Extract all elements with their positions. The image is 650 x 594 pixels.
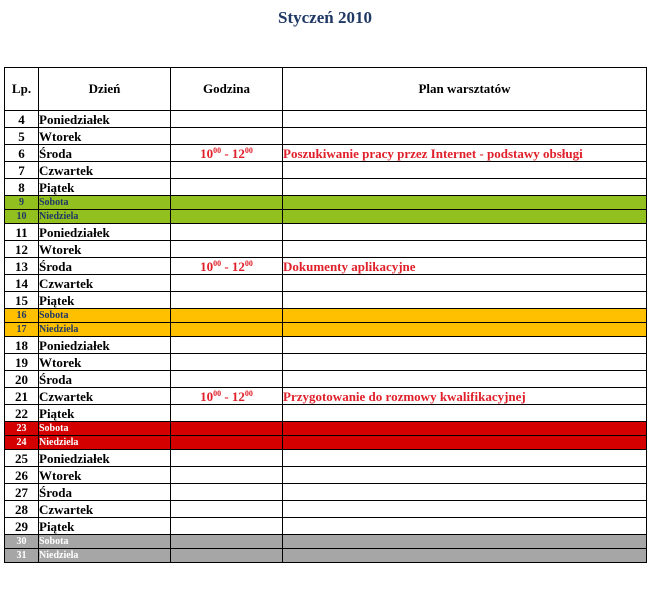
cell-plan	[283, 484, 647, 501]
cell-plan	[283, 405, 647, 422]
cell-time	[171, 450, 283, 467]
cell-lp: 19	[5, 354, 39, 371]
table-row	[5, 241, 647, 258]
cell-plan	[283, 323, 647, 337]
cell-lp: 14	[5, 275, 39, 292]
table-row	[5, 162, 647, 179]
cell-plan	[283, 450, 647, 467]
cell-plan	[283, 549, 647, 563]
page-title: Styczeń 2010	[278, 8, 372, 27]
cell-day: Środa	[39, 371, 171, 388]
table-row	[5, 128, 647, 145]
cell-day: Wtorek	[39, 467, 171, 484]
table-row	[5, 337, 647, 354]
cell-day: Wtorek	[39, 128, 171, 145]
cell-plan: Przygotowanie do rozmowy kwalifikacyjnej	[283, 388, 647, 405]
cell-time	[171, 275, 283, 292]
cell-day: Piątek	[39, 518, 171, 535]
cell-time	[171, 549, 283, 563]
cell-day: Poniedziałek	[39, 450, 171, 467]
cell-plan	[283, 436, 647, 450]
cell-plan	[283, 196, 647, 210]
header-time: Godzina	[171, 68, 283, 111]
header-lp: Lp.	[5, 68, 39, 111]
cell-day: Środa	[39, 484, 171, 501]
cell-plan	[283, 337, 647, 354]
cell-lp: 28	[5, 501, 39, 518]
cell-time: $10^{00} - 12^{00}$	[171, 145, 283, 162]
cell-plan	[283, 518, 647, 535]
table-row	[5, 405, 647, 422]
cell-lp: 23	[5, 422, 39, 436]
cell-day: Niedziela	[39, 436, 171, 450]
cell-day: Sobota	[39, 309, 171, 323]
cell-plan	[283, 354, 647, 371]
cell-plan	[283, 224, 647, 241]
cell-lp: 5	[5, 128, 39, 145]
cell-plan	[283, 501, 647, 518]
cell-time	[171, 484, 283, 501]
cell-time	[171, 518, 283, 535]
cell-plan	[283, 162, 647, 179]
cell-lp: 21	[5, 388, 39, 405]
cell-day: Poniedziałek	[39, 224, 171, 241]
cell-day: Piątek	[39, 179, 171, 196]
cell-time	[171, 111, 283, 128]
cell-time: $10^{00} - 12^{00}$	[171, 258, 283, 275]
cell-day: Środa	[39, 258, 171, 275]
cell-lp: 10	[5, 210, 39, 224]
time-start-hour: 10	[200, 258, 214, 274]
time-start-hour: 10	[200, 388, 214, 404]
time-end-minute: 00	[244, 258, 253, 268]
weekend-row	[5, 210, 647, 224]
cell-lp: 8	[5, 179, 39, 196]
weekend-row	[5, 422, 647, 436]
table-row	[5, 388, 647, 405]
header-day: Dzień	[39, 68, 171, 111]
cell-time	[171, 210, 283, 224]
cell-time	[171, 292, 283, 309]
table-row	[5, 145, 647, 162]
cell-time	[171, 371, 283, 388]
cell-time	[171, 436, 283, 450]
cell-day: Sobota	[39, 196, 171, 210]
cell-time	[171, 162, 283, 179]
schedule-rows	[5, 111, 647, 563]
cell-time	[171, 241, 283, 258]
table-row	[5, 371, 647, 388]
cell-lp: 31	[5, 549, 39, 563]
cell-lp: 13	[5, 258, 39, 275]
cell-plan	[283, 535, 647, 549]
cell-plan	[283, 128, 647, 145]
cell-day: Wtorek	[39, 241, 171, 258]
cell-time: $10^{00} - 12^{00}$	[171, 388, 283, 405]
cell-time	[171, 405, 283, 422]
cell-time	[171, 422, 283, 436]
weekend-row	[5, 196, 647, 210]
cell-plan	[283, 422, 647, 436]
cell-lp: 22	[5, 405, 39, 422]
cell-lp: 25	[5, 450, 39, 467]
table-row	[5, 258, 647, 275]
cell-day: Sobota	[39, 535, 171, 549]
cell-plan	[283, 275, 647, 292]
time-start-minute: 00	[213, 388, 222, 398]
cell-lp: 16	[5, 309, 39, 323]
cell-time	[171, 323, 283, 337]
weekend-row	[5, 309, 647, 323]
time-end-minute: 00	[244, 388, 253, 398]
table-row	[5, 518, 647, 535]
cell-lp: 9	[5, 196, 39, 210]
weekend-row	[5, 549, 647, 563]
cell-lp: 6	[5, 145, 39, 162]
cell-time	[171, 179, 283, 196]
cell-day: Piątek	[39, 292, 171, 309]
table-header-row	[5, 68, 647, 111]
cell-plan	[283, 241, 647, 258]
cell-day: Poniedziałek	[39, 111, 171, 128]
table-row	[5, 467, 647, 484]
cell-plan	[283, 292, 647, 309]
cell-time	[171, 535, 283, 549]
cell-plan	[283, 371, 647, 388]
time-start-minute: 00	[213, 145, 222, 155]
cell-time	[171, 467, 283, 484]
header-plan: Plan warsztatów	[283, 68, 647, 111]
cell-day: Czwartek	[39, 275, 171, 292]
cell-lp: 30	[5, 535, 39, 549]
cell-day: Wtorek	[39, 354, 171, 371]
cell-day: Czwartek	[39, 162, 171, 179]
cell-lp: 20	[5, 371, 39, 388]
cell-time	[171, 337, 283, 354]
cell-day: Piątek	[39, 405, 171, 422]
cell-plan	[283, 467, 647, 484]
cell-plan: Dokumenty aplikacyjne	[283, 258, 647, 275]
cell-lp: 7	[5, 162, 39, 179]
table-row	[5, 275, 647, 292]
cell-day: Poniedziałek	[39, 337, 171, 354]
cell-day: Środa	[39, 145, 171, 162]
cell-lp: 11	[5, 224, 39, 241]
table-row	[5, 292, 647, 309]
table-row	[5, 484, 647, 501]
cell-day: Niedziela	[39, 323, 171, 337]
cell-lp: 29	[5, 518, 39, 535]
time-end-hour: 12	[231, 145, 245, 161]
cell-lp: 26	[5, 467, 39, 484]
table-row	[5, 450, 647, 467]
cell-day: Czwartek	[39, 501, 171, 518]
cell-time	[171, 309, 283, 323]
cell-lp: 15	[5, 292, 39, 309]
cell-plan	[283, 210, 647, 224]
time-end-minute: 00	[244, 145, 253, 155]
cell-lp: 27	[5, 484, 39, 501]
cell-lp: 12	[5, 241, 39, 258]
table-row	[5, 111, 647, 128]
cell-day: Sobota	[39, 422, 171, 436]
cell-lp: 24	[5, 436, 39, 450]
cell-day: Czwartek	[39, 388, 171, 405]
cell-lp: 18	[5, 337, 39, 354]
cell-time	[171, 354, 283, 371]
cell-day: Niedziela	[39, 549, 171, 563]
cell-time	[171, 128, 283, 145]
cell-time	[171, 196, 283, 210]
cell-plan	[283, 309, 647, 323]
cell-time	[171, 501, 283, 518]
cell-day: Niedziela	[39, 210, 171, 224]
cell-plan	[283, 111, 647, 128]
time-end-hour: 12	[231, 388, 245, 404]
cell-time	[171, 224, 283, 241]
table-row	[5, 224, 647, 241]
cell-lp: 4	[5, 111, 39, 128]
time-start-minute: 00	[213, 258, 222, 268]
table-row	[5, 501, 647, 518]
weekend-row	[5, 436, 647, 450]
time-start-hour: 10	[200, 145, 214, 161]
cell-plan: Poszukiwanie pracy przez Internet - podstawy obsługi	[283, 145, 647, 162]
cell-plan	[283, 179, 647, 196]
weekend-row	[5, 323, 647, 337]
schedule-table	[4, 67, 647, 563]
weekend-row	[5, 535, 647, 549]
table-row	[5, 354, 647, 371]
table-row	[5, 179, 647, 196]
cell-lp: 17	[5, 323, 39, 337]
time-end-hour: 12	[231, 258, 245, 274]
